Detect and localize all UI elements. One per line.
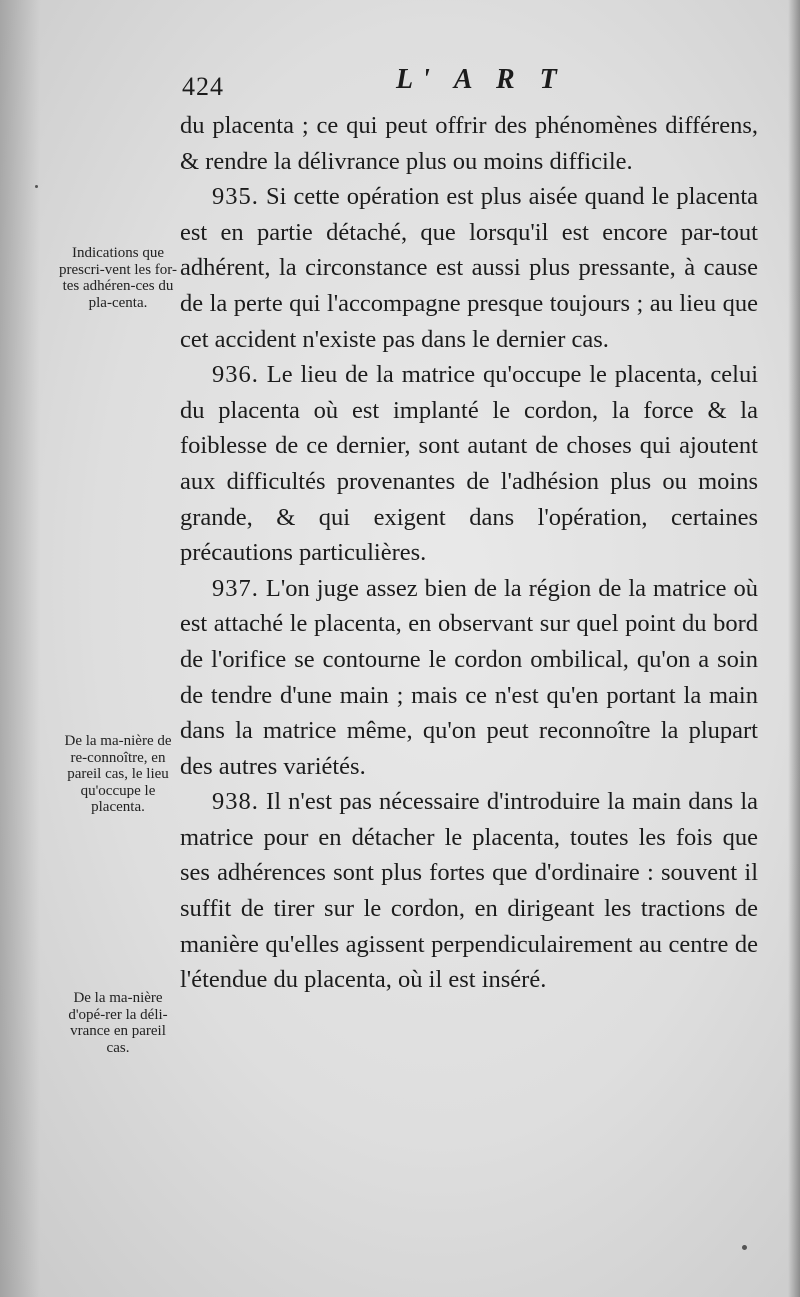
paragraph [180,784,758,998]
body-text [180,108,758,998]
paragraph-number: 937. [212,574,259,602]
paragraph [180,571,758,785]
page-number: 424 [182,72,224,101]
paragraph-number: 938. [212,788,259,816]
paragraph-text: Si cette opération est plus aisée quand le placenta est en partie détaché, que lorsqu'il est encore par-tout adhérent, la circonstance est aussi plus pressante, à cause de la perte qui l'accompagne presque toujours ; au lieu que cet accident n'existe pas dans le dernier cas. [180,183,758,353]
margin-note: De la ma-nière de re-connoître, en pareil cas, le lieu qu'occupe le placenta. [64,733,172,815]
paragraph-text: du placenta ; ce qui peut offrir des phénomènes différens, & rendre la délivrance plus ou moins difficile. [180,112,758,175]
gutter-shadow [0,0,40,1297]
paragraph-text: Le lieu de la matrice qu'occupe le placenta, celui du placenta où est implanté le cordon, la force & la foiblesse de ce dernier, sont autant de choses qui ajoutent aux difficultés provenantes de l'adhésion plus ou moins grande, & qui exigent dans l'opération, certaines précautions particulières. [180,361,759,567]
margin-note: De la ma-nière d'opé-rer la déli-vrance en pareil cas. [68,990,168,1056]
paragraph [180,357,758,571]
paragraph-text: Il n'est pas nécessaire d'introduire la main dans la matrice pour en détacher le placenta, toutes les fois que ses adhérences sont plus fortes que d'ordinaire : souvent il suffit de tirer sur le cordon, en dirigeant les tractions de manière qu'elles agissent perpendiculairement au centre de l'étendue du placenta, où il est inséré. [180,788,759,994]
paper-speck [742,1245,747,1250]
paragraph-number: 936. [212,361,259,389]
paper-speck [35,185,38,188]
edge-shadow [788,0,800,1297]
paragraph [180,179,758,357]
paragraph-text: L'on juge assez bien de la région de la matrice où est attaché le placenta, en observant sur quel point du bord de l'orifice se contourne le cordon ombilical, qu'on a soin de tendre d'une main ; mais ce n'est qu'en portant la main dans la matrice même, qu'on peut reconnoître la plupart des autres variétés. [180,574,759,780]
paragraph [180,108,758,179]
margin-note: Indications que prescri-vent les for-tes adhéren-ces du pla-centa. [59,245,177,311]
running-head: L' A R T [396,64,566,95]
paragraph-number: 935. [212,183,259,211]
